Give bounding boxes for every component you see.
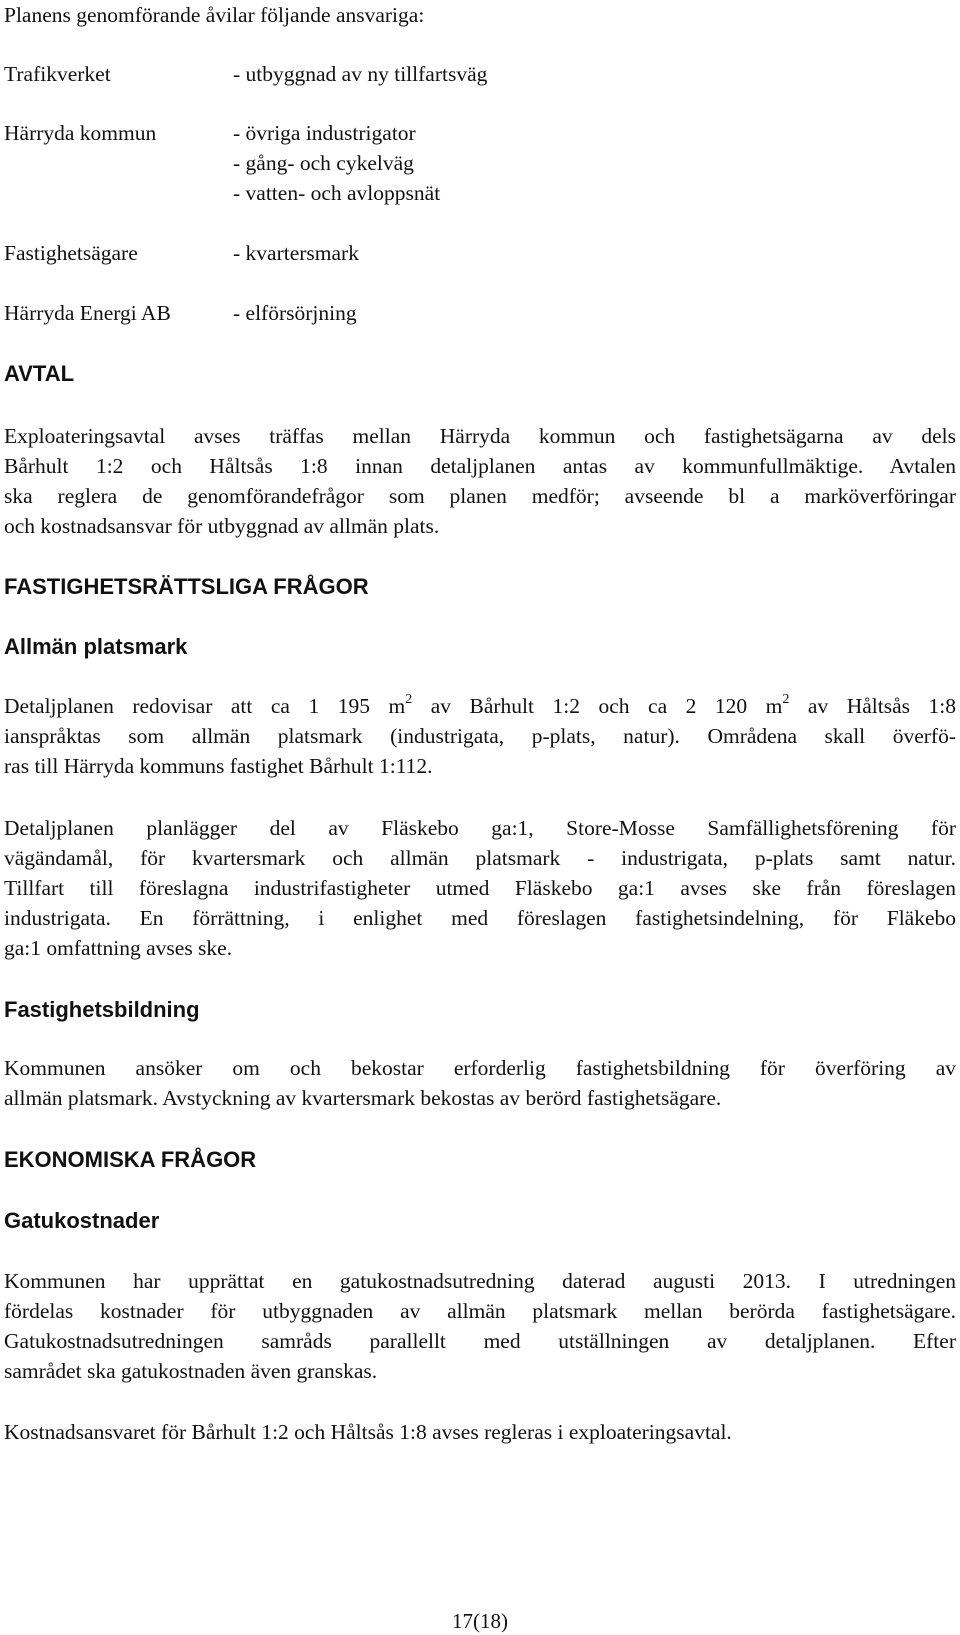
paragraph-avtal [4, 421, 956, 541]
text-line: Gatukostnadsutredningen samråds parallellt med utställningen av detaljplanen. Efter [4, 1329, 956, 1353]
text-line: ianspråktas som allmän platsmark (industrigata, p-plats, natur). Områdena skall överfö- [4, 724, 956, 748]
paragraph-gatukostnader [4, 1266, 956, 1386]
responsibility-tasks [233, 298, 357, 328]
subheading-fastighetsbildning: Fastighetsbildning [4, 997, 200, 1022]
section-heading-avtal: AVTAL [4, 361, 75, 386]
subheading-gatukostnader: Gatukostnader [4, 1208, 160, 1233]
responsible-party: Härryda Energi AB [4, 301, 171, 325]
task-item: - elförsörjning [233, 301, 357, 325]
paragraph-allman-platsmark [4, 691, 956, 781]
task-item: - utbyggnad av ny tillfartsväg [233, 62, 488, 86]
text-line: industrigata. En förrättning, i enlighet med föreslagen fastighetsindelning, för Fläkebo [4, 906, 956, 930]
responsibility-tasks [233, 238, 359, 268]
responsibility-tasks [233, 118, 440, 208]
text-line: och kostnadsansvar för utbyggnad av allmän plats. [4, 514, 440, 538]
task-item: - kvartersmark [233, 241, 359, 265]
text-line: ras till Härryda kommuns fastighet Bårhult 1:112. [4, 754, 433, 778]
section-heading-ekonomiska: EKONOMISKA FRÅGOR [4, 1147, 257, 1172]
text-line: Exploateringsavtal avses träffas mellan Härryda kommun och fastighetsägarna av dels [4, 424, 956, 448]
task-item: - övriga industrigator [233, 121, 416, 145]
responsible-party: Fastighetsägare [4, 241, 138, 265]
task-item: - gång- och cykelväg [233, 151, 414, 175]
superscript-2: 2 [782, 691, 790, 707]
responsibility-tasks [233, 59, 487, 89]
responsible-party: Trafikverket [4, 62, 111, 86]
intro-text: Planens genomförande åvilar följande ansvariga: [4, 3, 425, 27]
superscript-2: 2 [405, 691, 413, 707]
text-line: Detaljplanen redovisar att ca 1 195 $m^2$ av Bårhult 1:2 och ca 2 120 $m^2$ av Håltsås 1:8 [4, 691, 956, 718]
text-line: Kommunen ansöker om och bekostar erforderlig fastighetsbildning för överföring av [4, 1056, 956, 1080]
section-heading-fastighetsrattsliga: FASTIGHETSRÄTTSLIGA FRÅGOR [4, 574, 369, 599]
text-line: ska reglera de genomförandefrågor som planen medför; avseende bl a marköverföringar [4, 484, 956, 508]
text-line: Bårhult 1:2 och Håltsås 1:8 innan detaljplanen antas av kommunfullmäktige. Avtalen [4, 454, 956, 478]
page-number: 17(18) [452, 1609, 508, 1633]
paragraph-fastighetsbildning [4, 1053, 956, 1113]
paragraph-detaljplan [4, 813, 956, 963]
text-line: allmän platsmark. Avstyckning av kvartersmark bekostas av berörd fastighetsägare. [4, 1086, 722, 1110]
text-line: Kommunen har upprättat en gatukostnadsutredning daterad augusti 2013. I utredningen [4, 1269, 956, 1293]
text-line: Detaljplanen planlägger del av Fläskebo ga:1, Store-Mosse Samfällighetsförening för [4, 816, 956, 840]
text-line: fördelas kostnader för utbyggnaden av allmän platsmark mellan berörda fastighetsägare. [4, 1299, 956, 1323]
text-line: ga:1 omfattning avses ske. [4, 936, 233, 960]
paragraph-kostnadsansvar [4, 1417, 956, 1447]
subheading-allman-platsmark: Allmän platsmark [4, 634, 188, 659]
text-line: Tillfart till föreslagna industrifastigheter utmed Fläskebo ga:1 avses ske från föreslagen [4, 876, 956, 900]
text-line: vägändamål, för kvartersmark och allmän platsmark - industrigata, p-plats samt natur. [4, 846, 956, 870]
responsible-party: Härryda kommun [4, 121, 157, 145]
task-item: - vatten- och avloppsnät [233, 181, 441, 205]
text-line: Kostnadsansvaret för Bårhult 1:2 och Håltsås 1:8 avses regleras i exploateringsavtal. [4, 1420, 732, 1444]
text-line: samrådet ska gatukostnaden även granskas. [4, 1359, 378, 1383]
